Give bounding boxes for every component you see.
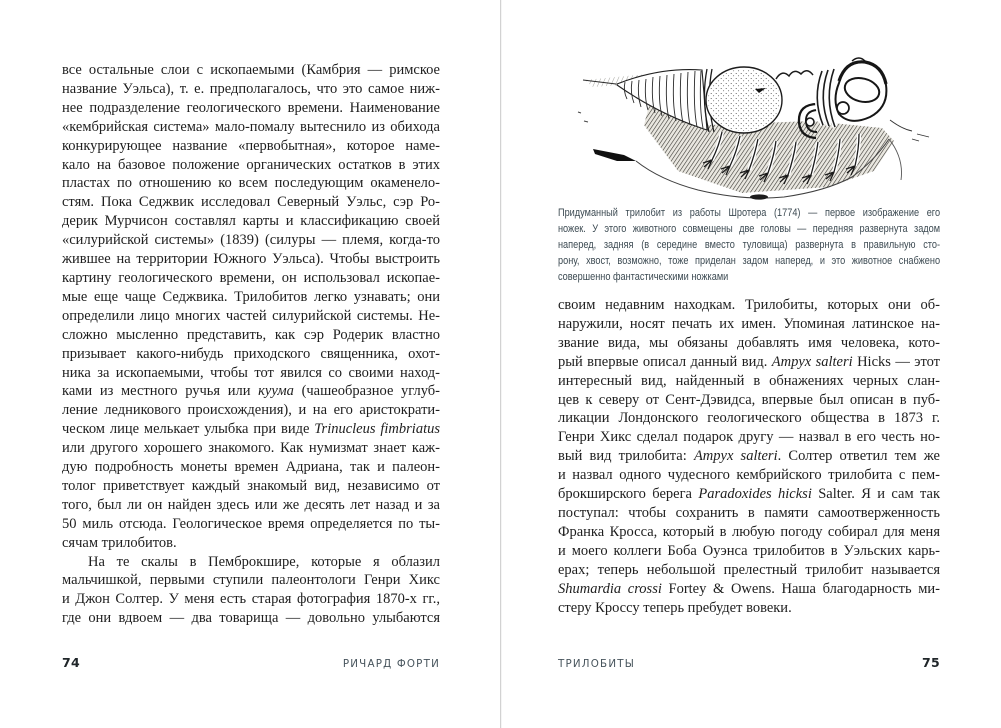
text-line: Shumardia crossi Fortey & Owens. Наша благодарность ми- (558, 580, 940, 597)
text-line: цев к северу от Сент-Дэвидса, впервые был описан в пуб- (558, 391, 940, 408)
right-page-footer (558, 655, 940, 670)
text-line: жившее на территории Южного Уэльса). Чтобы выстроить (62, 251, 440, 268)
text-line: «кембрийская система» мало-помалу вытеснило из обихода (62, 118, 440, 135)
text-line: ками из местного ручья или куума (чашеобразное углуб- (62, 383, 440, 400)
text-line: интересный вид, найденный в обнажениях черных слан- (558, 372, 940, 389)
text-line: ножек. У этого животного совмещены две головы — передняя развернута задом (558, 222, 941, 235)
text-line: ликации Лондонского геологического общества в 1873 г. (558, 410, 940, 427)
text-line: мые еще чаще Седжвика. Трилобитов легко узнавать; они (62, 288, 440, 305)
text-line: звание вида, мы обязаны добавлять имя человека, кото- (558, 334, 940, 351)
text-line: ческом лице мелькает улыбка при виде Trinucleus fimbriatus (62, 421, 440, 438)
text-line: дерик Мурчисон составлял карты и классификацию своей (62, 213, 440, 230)
text-line: Франка Кросса, который в любую погоду собирал для меня (558, 523, 940, 540)
text-line: ление ледникового происхождения), и на его аристократи- (62, 402, 440, 419)
text-line: «силурийской системы» (1839) (силуры — племя, когда-то (62, 232, 440, 249)
text-line: сложно мысленно представить, как сэр Родерик властно (62, 326, 440, 343)
text-line: все остальные слои с ископаемыми (Камбрия — римское (62, 62, 440, 78)
text-line: мальчишкой, первыми ступили палеонтологи Генри Хикс (62, 572, 440, 589)
text-line: стеру Кроссу теперь пребудет вовеки. (558, 599, 792, 616)
text-line: кало на базовое положение органических остатков в этих (62, 156, 440, 173)
text-line: пластах по отношению ко всем последующим окаменело- (62, 175, 440, 192)
text-line: вый вид трилобита: Ampyx salteri. Солтер ответил тем же (558, 448, 940, 465)
running-footer-author: РИЧАРД ФОРТИ (342, 658, 440, 670)
text-line: ника за ископаемыми, чтобы тот явился со своими наход- (62, 364, 440, 381)
left-page-footer (62, 655, 440, 670)
text-line: картину геологического времени, он использовал ископае- (62, 269, 440, 286)
text-line: наперед, задняя (в середине вместо туловища) развернута в правильную сто- (558, 238, 941, 251)
text-line: брокширского берега Paradoxides hicksi Salter. Я и сам так (558, 486, 940, 503)
trilobite-engraving-image (560, 22, 940, 206)
text-line: нее подразделение геологического времени. Наименование (62, 99, 440, 116)
text-line: рый впервые описал данный вид. Ampyx salteri Hicks — этот (558, 353, 940, 370)
page-number-left: 74 (62, 655, 80, 670)
text-line: совершенно фантастическими ножками (558, 270, 729, 283)
right-page-text (558, 296, 940, 617)
text-line: поступал: чтобы сохранить в памяти самоотверженность (558, 504, 940, 521)
figure-caption (558, 206, 940, 286)
text-line: дую подробность монеты времен Адриана, так и палеон- (62, 459, 440, 476)
text-line: ерах; теперь небольшой прелестный трилобит называется (558, 561, 940, 578)
text-line: 50 миль отсюда. Геологическое время определяется по ты- (62, 515, 440, 532)
text-line: или другого хорошего знакомого. Как нумизмат знает каж- (62, 440, 440, 457)
text-line: наружили, носят печать их имен. Упоминая латинское на- (558, 315, 940, 332)
text-line: рону, хвост, возможно, тоже приделан задом наперед, и это животное снабжено (558, 254, 941, 267)
text-line: На те скалы в Пемброкшире, которые я облазил (88, 553, 440, 570)
text-line: стям. Пока Седжвик исследовал Северный Уэльс, сэр Ро- (62, 194, 440, 211)
text-line: Придуманный трилобит из работы Шротера (1774) — первое изображение его (558, 207, 941, 219)
text-line: Генри Хикс сделал подарок другу — назвал в его честь но- (558, 429, 940, 446)
text-line: того, был ли он найден здесь или же десять лет назад и за (62, 496, 440, 513)
text-line: определили лицо многих частей силурийской системы. Не- (62, 307, 440, 324)
text-line: толог приветствует каждый знакомый вид, независимо от (62, 477, 440, 494)
left-page-text (62, 61, 440, 628)
text-line: сячам трилобитов. (62, 534, 177, 551)
text-line: своим недавним находкам. Трилобиты, которых они об- (558, 297, 940, 313)
text-line: где они вдвоем — два товарища — довольно улыбаются (62, 610, 440, 627)
running-footer-chapter: ТРИЛОБИТЫ (558, 658, 635, 670)
page-gutter-divider (500, 0, 501, 728)
text-line: конкурирующее название «первобытная», которое наме- (62, 137, 440, 154)
text-line: название Уэльса), т. е. предполагалось, что это самое ниж- (62, 80, 440, 97)
text-line: и назвал одного чудесного кембрийского трилобита с пем- (558, 467, 940, 484)
page-number-right: 75 (922, 655, 940, 670)
text-line: и моего коллеги Боба Оуэнса трилобитов в Уэльских карь- (558, 542, 940, 559)
text-line: и Джон Солтер. У меня есть старая фотография 1870-х гг., (62, 591, 440, 608)
text-line: призывает какого-нибудь приходского священника, охот- (62, 345, 440, 362)
